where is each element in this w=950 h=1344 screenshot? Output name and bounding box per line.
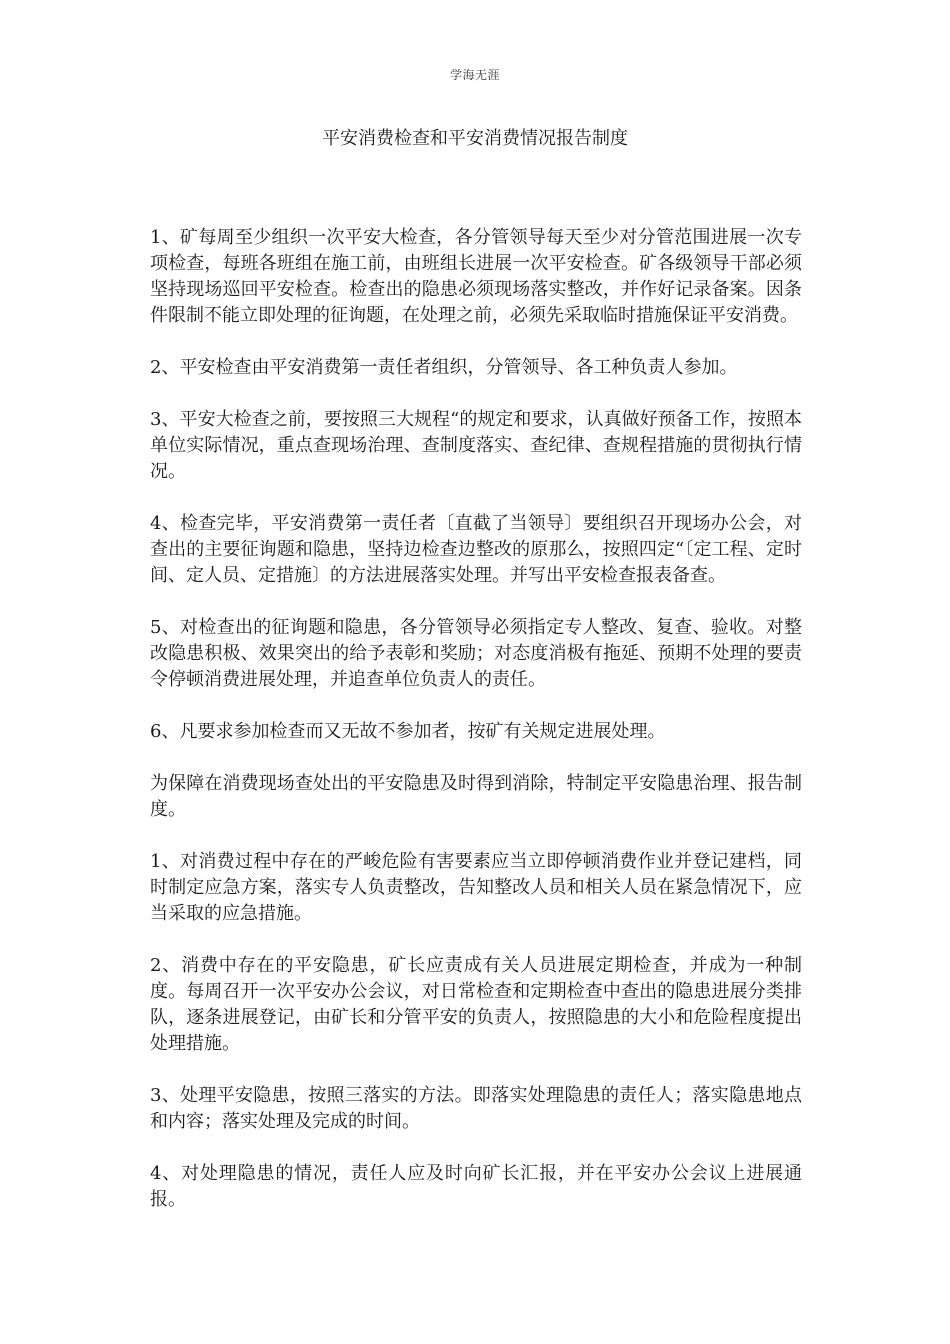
paragraph-5: 5、对检查出的征询题和隐患，各分管领导必须指定专人整改、复查、验收。对整改隐患积极、效果突出的给予表彰和奖励；对态度消极有拖延、预期不处理的要责令停顿消费进展处理，并追查单位负责人的责任。 [150,617,802,690]
paragraph-1: 1、矿每周至少组织一次平安大检查，各分管领导每天至少对分管范围进展一次专项检查，每班各班组在施工前，由班组长进展一次平安检查。矿各级领导干部必须坚持现场巡回平安检查。检查出的隐患必须现场落实整改，并作好记录备案。因条件限制不能立即处理的征询题，在处理之前，必须先采取临时措施保证平安消费。 [150,227,802,326]
paragraph-2: 2、平安检查由平安消费第一责任者组织，分管领导、各工种负责人参加。 [150,357,738,378]
paragraph-3: 3、平安大检查之前，要按照三大规程“的规定和要求，认真做好预备工作，按照本单位实际情况，重点查现场治理、查制度落实、查纪律、查规程措施的贯彻执行情况。 [150,409,802,482]
paragraph-7: 为保障在消费现场查处出的平安隐患及时得到消除，特制定平安隐患治理、报告制度。 [150,773,802,820]
document-title: 平安消费检查和平安消费情况报告制度 [322,128,628,149]
paragraph-6: 6、凡要求参加检查而又无故不参加者，按矿有关规定进展处理。 [150,721,666,742]
document-body [150,225,802,1239]
paragraph-11: 4、对处理隐患的情况，责任人应及时向矿长汇报，并在平安办公会议上进展通报。 [150,1163,802,1210]
paragraph-9: 2、消费中存在的平安隐患，矿长应责成有关人员进展定期检查，并成为一种制度。每周召开一次平安办公会议，对日常检查和定期检查中查出的隐患进展分类排队，逐条进展登记，由矿长和分管平安的负责人，按照隐患的大小和危险程度提出处理措施。 [150,955,802,1054]
page-header: 学海无涯 [449,68,500,82]
paragraph-8: 1、对消费过程中存在的严峻危险有害要素应当立即停顿消费作业并登记建档，同时制定应急方案，落实专人负责整改，告知整改人员和相关人员在紧急情况下，应当采取的应急措施。 [150,851,802,924]
paragraph-4: 4、检查完毕，平安消费第一责任者〔直截了当领导〕要组织召开现场办公会，对查出的主要征询题和隐患，坚持边检查边整改的原那么，按照四定“〔定工程、定时间、定人员、定措施〕的方法进展落实处理。并写出平安检查报表备查。 [150,513,802,586]
paragraph-10: 3、处理平安隐患，按照三落实的方法。即落实处理隐患的责任人；落实隐患地点和内容；落实处理及完成的时间。 [150,1085,802,1132]
